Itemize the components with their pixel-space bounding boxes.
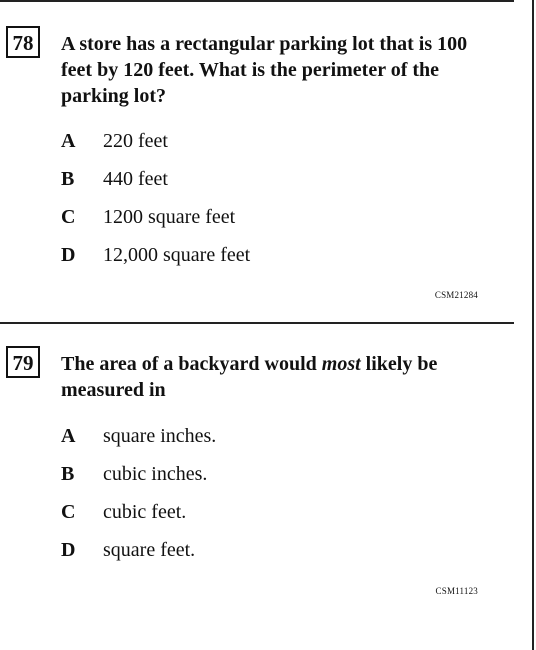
top-divider [0,0,514,2]
question-stem [61,31,501,109]
option-letter: B [61,168,75,190]
answer-option-d[interactable] [61,243,501,281]
answer-option-a[interactable] [61,129,501,167]
option-letter: B [61,463,75,485]
option-letter: A [61,130,76,152]
option-letter: A [61,425,76,447]
question-stem [61,351,501,403]
answer-options [61,424,501,576]
answer-option-c[interactable] [61,205,501,243]
question-stem-text: A store has a rectangular parking lot that is 100 feet by 120 feet. What is the perimeter of the parking lot? [61,33,468,107]
answer-option-a[interactable] [61,424,501,462]
answer-option-b[interactable] [61,167,501,205]
question-number-box: 78 [6,26,40,58]
question-stem-text-start: The area of a backyard would [61,353,322,375]
option-text: 12,000 square feet [103,244,251,266]
item-code: CSM11123 [435,586,478,596]
option-letter: C [61,501,76,523]
option-text: cubic feet. [103,501,187,523]
section-divider [0,322,514,324]
option-text: 220 feet [103,130,168,152]
option-letter: D [61,244,76,266]
option-letter: C [61,206,76,228]
answer-option-d[interactable] [61,538,501,576]
question-number-box: 79 [6,346,40,378]
option-letter: D [61,539,76,561]
option-text: square inches. [103,425,217,447]
right-border [532,0,534,650]
answer-option-b[interactable] [61,462,501,500]
question-stem-emphasis: most [321,353,361,375]
option-text: 1200 square feet [103,206,236,228]
question-stem-text-end: likely be measured in [61,353,438,401]
answer-option-c[interactable] [61,500,501,538]
item-code: CSM21284 [434,290,478,300]
option-text: square feet. [103,539,196,561]
answer-options [61,129,501,281]
option-text: cubic inches. [103,463,208,485]
option-text: 440 feet [103,168,168,190]
